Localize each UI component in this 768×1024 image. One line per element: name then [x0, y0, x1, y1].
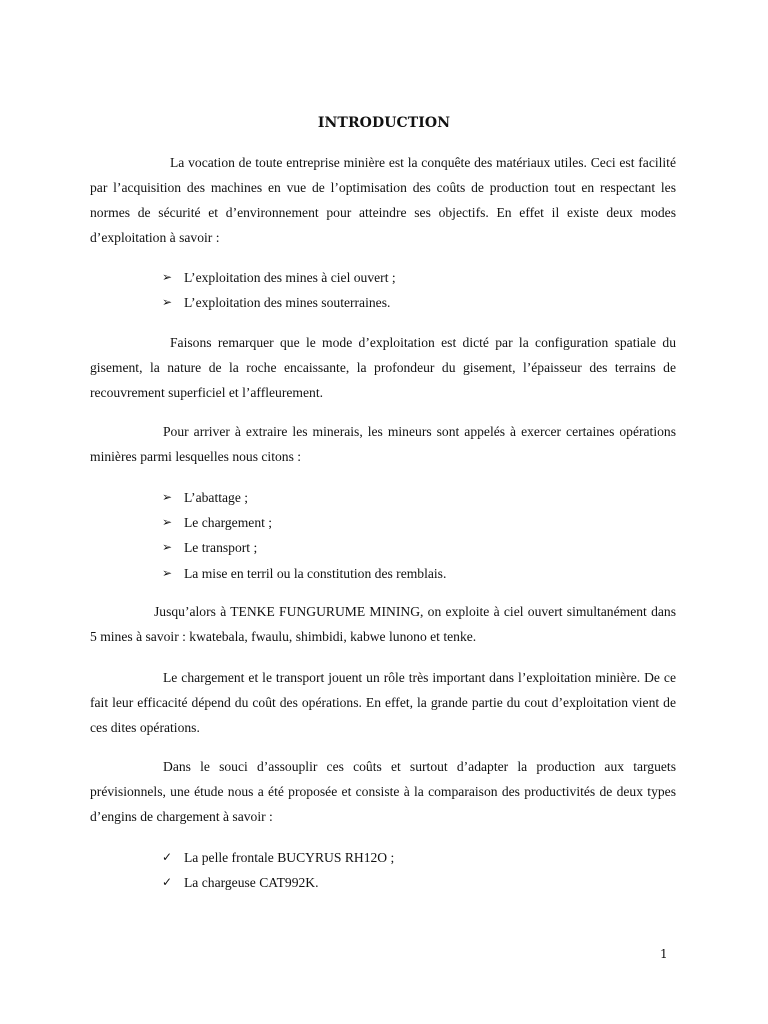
list-item-text: Le transport ;	[184, 540, 258, 556]
list-item-text: L’abattage ;	[184, 490, 249, 505]
page-number: 1	[660, 947, 668, 961]
list-item	[162, 290, 396, 315]
list-item-text: La chargeuse CAT992K.	[184, 875, 319, 891]
paragraph-tenke: Jusqu’alors à TENKE FUNGURUME MINING, on exploite à ciel ouvert simultanément dans 5 mines à savoir : kwatebala, fwaulu, shimbidi, kabwe lunono et tenke.	[90, 604, 676, 644]
list-item	[162, 265, 396, 290]
list-engins	[162, 845, 394, 895]
list-item	[162, 535, 446, 560]
arrow-bullet-icon: ➢	[162, 270, 173, 284]
list-exploitation-modes	[162, 265, 396, 315]
list-item-text: L’exploitation des mines souterraines.	[184, 295, 391, 311]
arrow-bullet-icon: ➢	[162, 540, 173, 555]
list-operations	[162, 485, 446, 586]
list-item	[162, 870, 394, 895]
list-item	[162, 510, 446, 535]
list-item	[162, 845, 394, 870]
check-bullet-icon: ✓	[162, 850, 173, 864]
list-item-text: La pelle frontale BUCYRUS RH12O ;	[184, 850, 395, 865]
list-item	[162, 561, 446, 586]
paragraph-etude: Dans le souci d’assouplir ces coûts et surtout d’adapter la production aux targuets prévisionnels, une étude nous a été proposée et consiste à la comparaison des productivités de deux types d’engins de chargement à savoir :	[90, 759, 676, 824]
arrow-bullet-icon: ➢	[162, 565, 173, 580]
arrow-bullet-icon: ➢	[162, 490, 173, 504]
list-item-text: La mise en terril ou la constitution des remblais.	[184, 565, 447, 581]
page-title: INTRODUCTION	[317, 115, 451, 131]
paragraph-chargement: Le chargement et le transport jouent un rôle très important dans l’exploitation minière. De ce fait leur efficacité dépend du coût des opérations. En effet, la grande partie du cout d’exploitation vient de ces dites opérations.	[90, 670, 676, 735]
list-item	[162, 485, 446, 510]
list-item-text: Le chargement ;	[184, 515, 273, 531]
paragraph-mode: Faisons remarquer que le mode d’exploitation est dicté par la configuration spatiale du gisement, la nature de la roche encaissante, la profondeur du gisement, l’épaisseur des terrains de recouvrement superficiel et l’affleurement.	[90, 335, 676, 400]
paragraph-intro: La vocation de toute entreprise minière est la conquête des matériaux utiles. Ceci est facilité par l’acquisition des machines en vue de l’optimisation des coûts de production tout en respectant les normes de sécurité et d’environnement pour atteindre ses objectifs. En effet il existe deux modes d’exploitation à savoir :	[90, 155, 676, 245]
arrow-bullet-icon: ➢	[162, 295, 173, 310]
list-item-text: L’exploitation des mines à ciel ouvert ;	[184, 270, 396, 285]
paragraph-operations: Pour arriver à extraire les minerais, les mineurs sont appelés à exercer certaines opérations minières parmi lesquelles nous citons :	[90, 424, 676, 464]
check-bullet-icon: ✓	[162, 875, 173, 890]
arrow-bullet-icon: ➢	[162, 515, 173, 530]
